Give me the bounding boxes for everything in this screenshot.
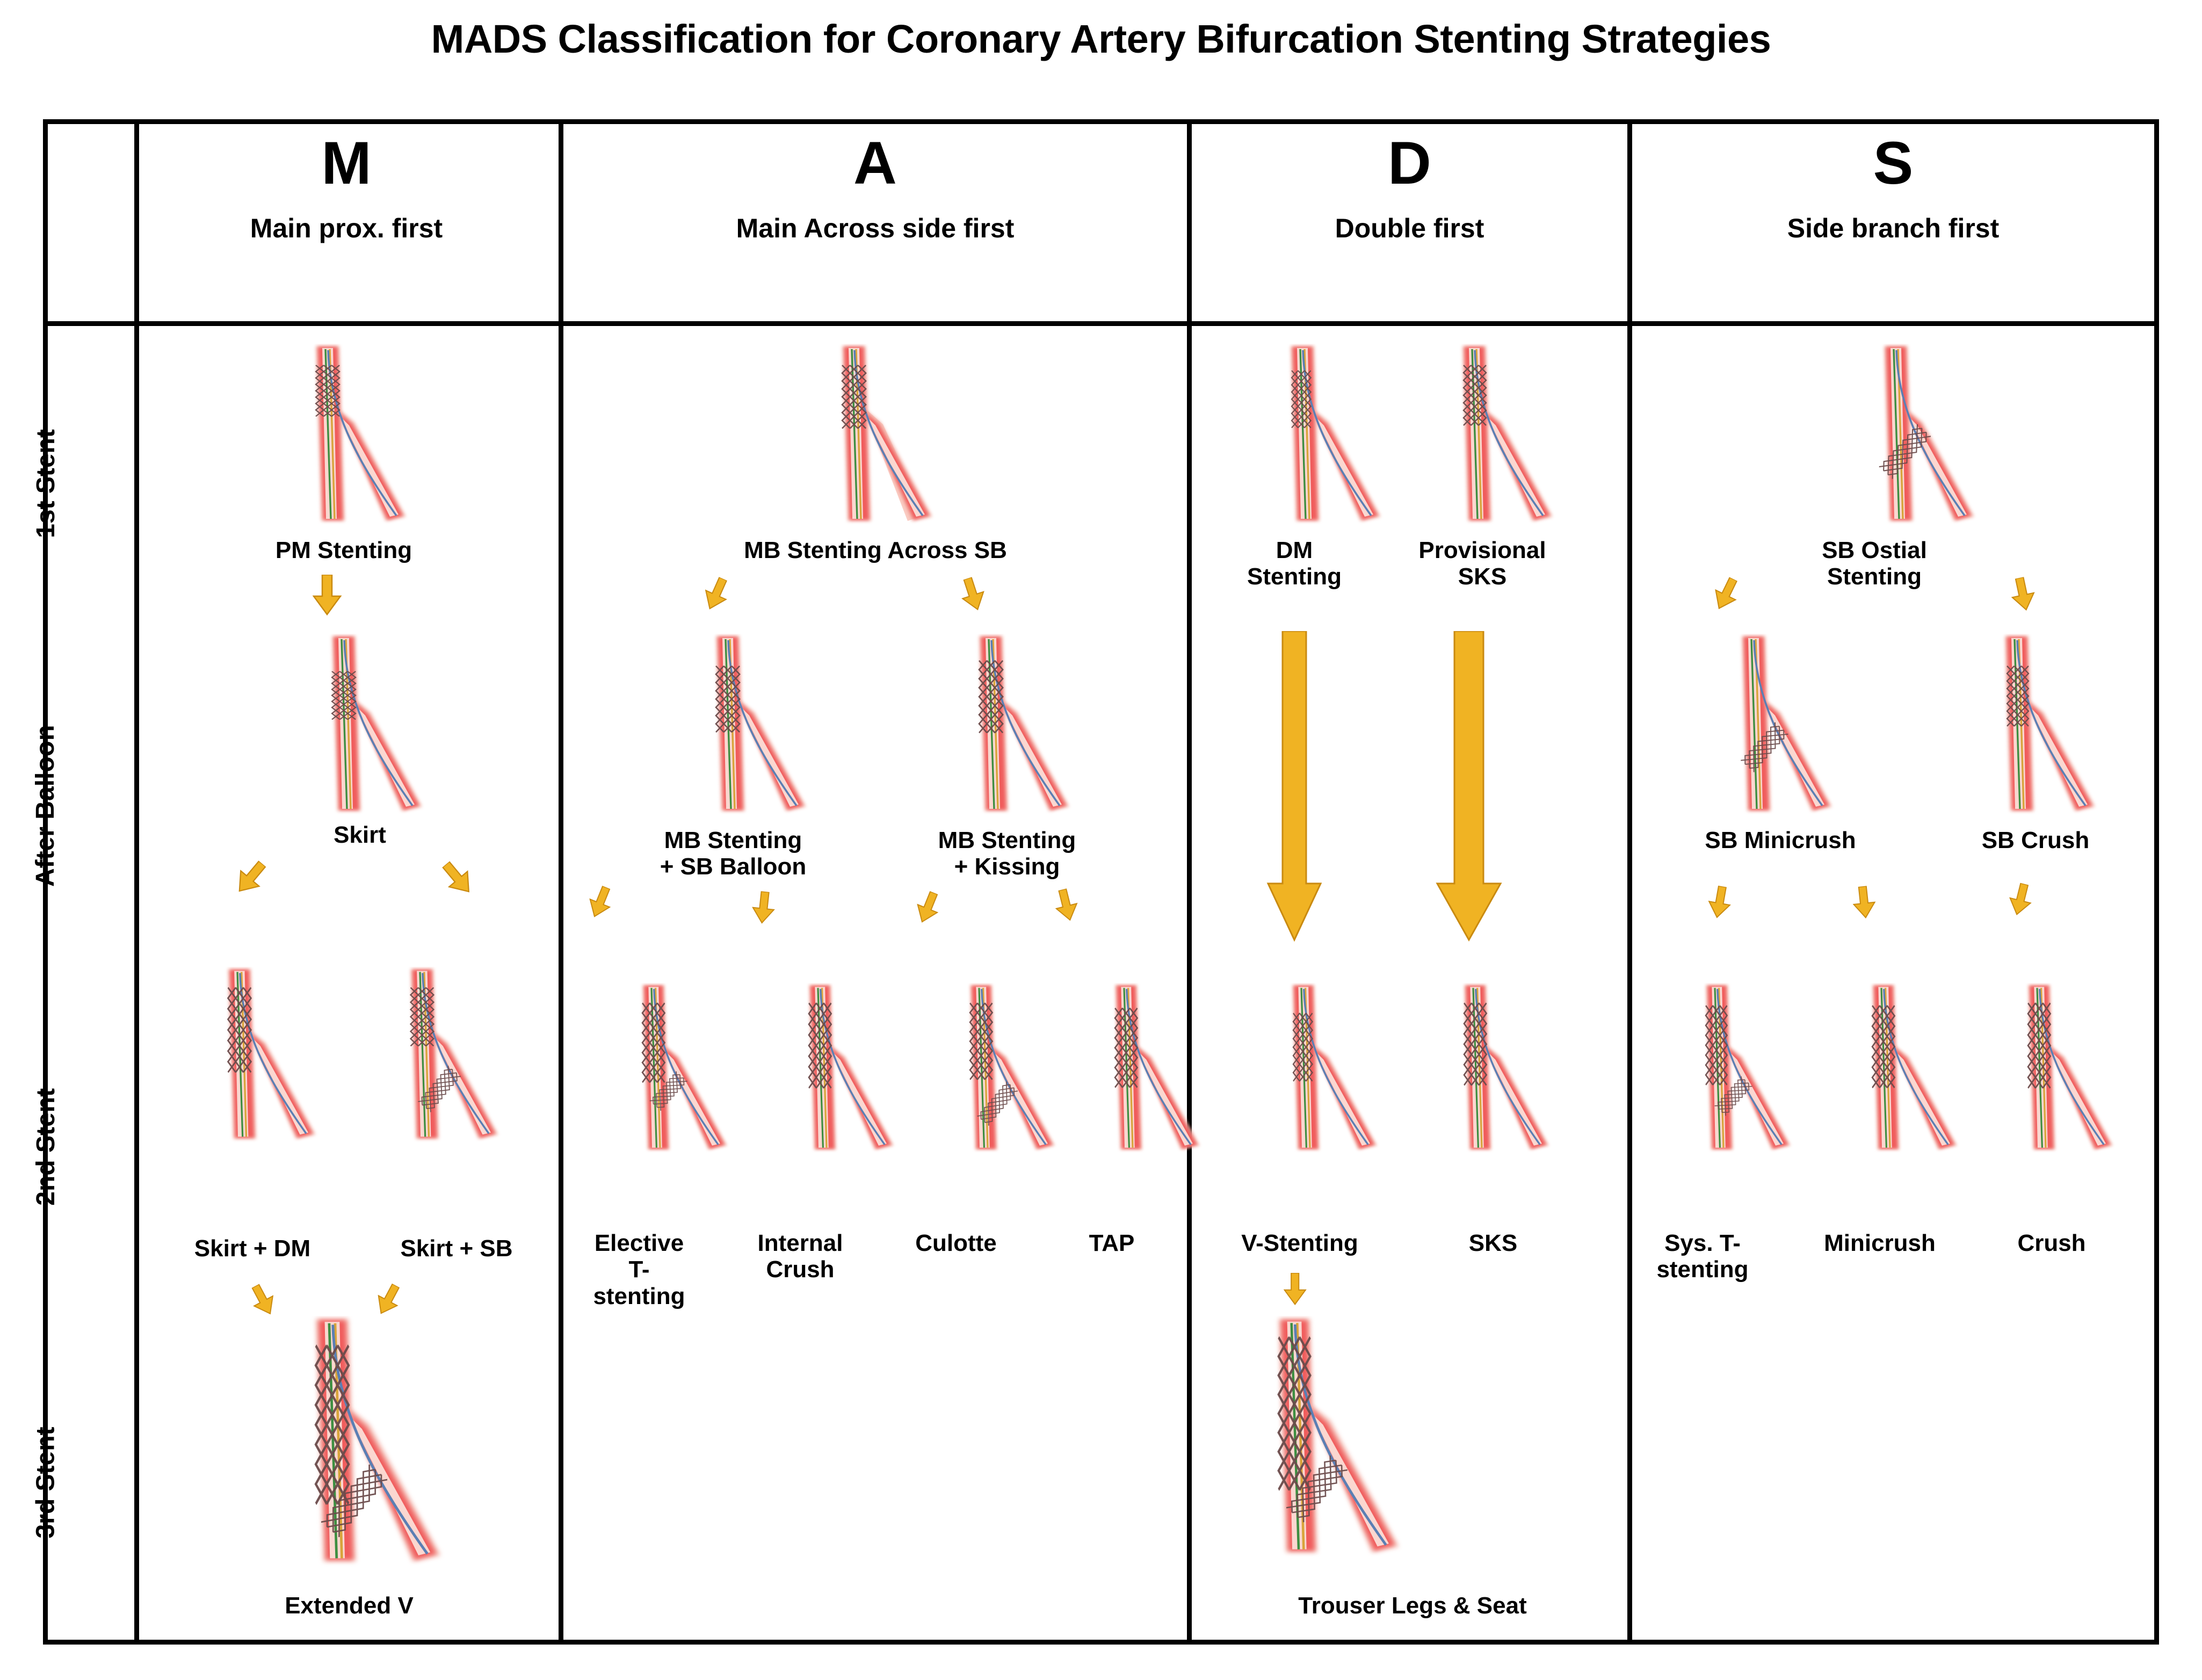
caption-line-1: Provisional: [1418, 537, 1546, 563]
caption-line-1: DM: [1276, 537, 1313, 563]
figure-d-sks: [1402, 983, 1579, 1155]
figure-m-skirt: [263, 634, 457, 816]
caption-extended-v: Extended V: [285, 1592, 414, 1619]
caption-line-3: stenting: [593, 1283, 685, 1309]
column-header-d: [1192, 129, 1627, 244]
arrow-m-1: [313, 575, 343, 619]
arrow-d-long-2: [1434, 631, 1504, 951]
caption-sb-crush: SB Crush: [1981, 827, 2090, 853]
caption-mb-sb-balloon: [607, 827, 859, 880]
caption-line-1: SB Ostial: [1822, 537, 1927, 563]
caption-crush: Crush: [2017, 1230, 2086, 1256]
caption-line-2: Crush: [766, 1256, 835, 1283]
caption-line-2: T-: [628, 1256, 650, 1283]
caption-dm-stenting: [1208, 537, 1380, 590]
arrow-a-2b: [750, 890, 778, 929]
column-header-s: [1632, 129, 2154, 244]
figure-d-v-stenting: [1230, 983, 1407, 1155]
caption-skirt: Skirt: [334, 822, 386, 848]
column-subtitle-s: Side branch first: [1787, 213, 2000, 243]
caption-line-2: SKS: [1458, 563, 1507, 590]
caption-sb-minicrush: SB Minicrush: [1705, 827, 1856, 853]
figure-d-provisional-sks: [1402, 344, 1579, 526]
figure-s-sb-minicrush: [1676, 634, 1864, 816]
caption-line-2: + Kissing: [954, 853, 1060, 880]
row-label-after-balloon: After Balloon: [31, 725, 60, 887]
caption-elective-t-stenting: [559, 1230, 720, 1309]
caption-line-1: MB Stenting: [938, 827, 1076, 853]
caption-sb-ostial-stenting: [1735, 537, 2014, 590]
column-letter-a: A: [853, 129, 897, 197]
caption-mb-across-sb: MB Stenting Across SB: [744, 537, 1007, 563]
arrow-d-3: [1284, 1273, 1307, 1309]
caption-line-1: Elective: [594, 1230, 684, 1256]
column-letter-s: S: [1873, 129, 1914, 197]
column-header-a: [563, 129, 1187, 244]
figure-m-extended-v: [258, 1316, 451, 1606]
page-title: MADS Classification for Coronary Artery Bifurcation Stenting Strategies: [431, 17, 1771, 61]
header-row-separator: [43, 321, 2159, 326]
row-label-1st-stent: 1st Stent: [31, 429, 60, 538]
caption-tap: TAP: [1089, 1230, 1135, 1256]
column-separator-1: [134, 119, 139, 1645]
row-label-3rd-stent: 3rd Stent: [31, 1426, 60, 1539]
caption-trouser-legs-seat: Trouser Legs & Seat: [1298, 1592, 1527, 1619]
column-letter-d: D: [1388, 129, 1431, 197]
row-label-2nd-stent: 2nd Stent: [31, 1088, 60, 1206]
column-separator-2: [559, 119, 563, 1645]
figure-m-pm-stenting: [247, 344, 440, 526]
caption-line-1: Internal: [757, 1230, 843, 1256]
caption-line-2: Stenting: [1827, 563, 1922, 590]
figure-a-tap: [1053, 983, 1230, 1155]
column-separator-3: [1187, 119, 1192, 1645]
figure-s-crush: [1966, 983, 2143, 1155]
figure-m-skirt-dm: [161, 967, 349, 1144]
figure-s-sb-crush: [1939, 634, 2127, 816]
arrow-d-long-1: [1265, 631, 1324, 951]
figure-a-mb-across-sb: [773, 344, 967, 526]
caption-line-1: Sys. T-: [1664, 1230, 1741, 1256]
column-header-m: [134, 129, 559, 244]
caption-pm-stenting: PM Stenting: [275, 537, 412, 563]
figure-a-elective-t-stenting: [580, 983, 757, 1155]
figure-m-skirt-sb: [344, 967, 532, 1144]
figure-s-sb-ostial-stenting: [1815, 344, 2009, 526]
figure-d-trouser-legs-seat: [1219, 1316, 1413, 1595]
caption-mb-kissing: [881, 827, 1133, 880]
caption-line-1: MB Stenting: [664, 827, 802, 853]
figure-d-dm-stenting: [1230, 344, 1407, 526]
caption-line-2: Stenting: [1247, 563, 1342, 590]
caption-skirt-sb: Skirt + SB: [400, 1235, 513, 1262]
caption-sks: SKS: [1468, 1230, 1518, 1256]
column-subtitle-m: Main prox. first: [250, 213, 443, 243]
column-letter-m: M: [321, 129, 372, 197]
figure-s-sys-t-stenting: [1643, 983, 1821, 1155]
figure-a-internal-crush: [747, 983, 924, 1155]
column-subtitle-d: Double first: [1335, 213, 1484, 243]
column-subtitle-a: Main Across side first: [736, 213, 1015, 243]
caption-skirt-dm: Skirt + DM: [194, 1235, 311, 1262]
figure-s-minicrush: [1810, 983, 1987, 1155]
caption-line-2: stenting: [1656, 1256, 1749, 1283]
figure-a-mb-sb-balloon: [650, 634, 838, 816]
caption-sys-t-stenting: [1622, 1230, 1783, 1283]
caption-provisional-sks: [1380, 537, 1584, 590]
caption-culotte: Culotte: [915, 1230, 997, 1256]
caption-internal-crush: [720, 1230, 881, 1283]
caption-v-stenting: V-Stenting: [1241, 1230, 1358, 1256]
caption-line-2: + SB Balloon: [660, 853, 807, 880]
column-separator-4: [1627, 119, 1632, 1645]
arrow-s-2b: [1851, 885, 1879, 923]
caption-minicrush: Minicrush: [1824, 1230, 1936, 1256]
figure-a-mb-kissing: [913, 634, 1101, 816]
